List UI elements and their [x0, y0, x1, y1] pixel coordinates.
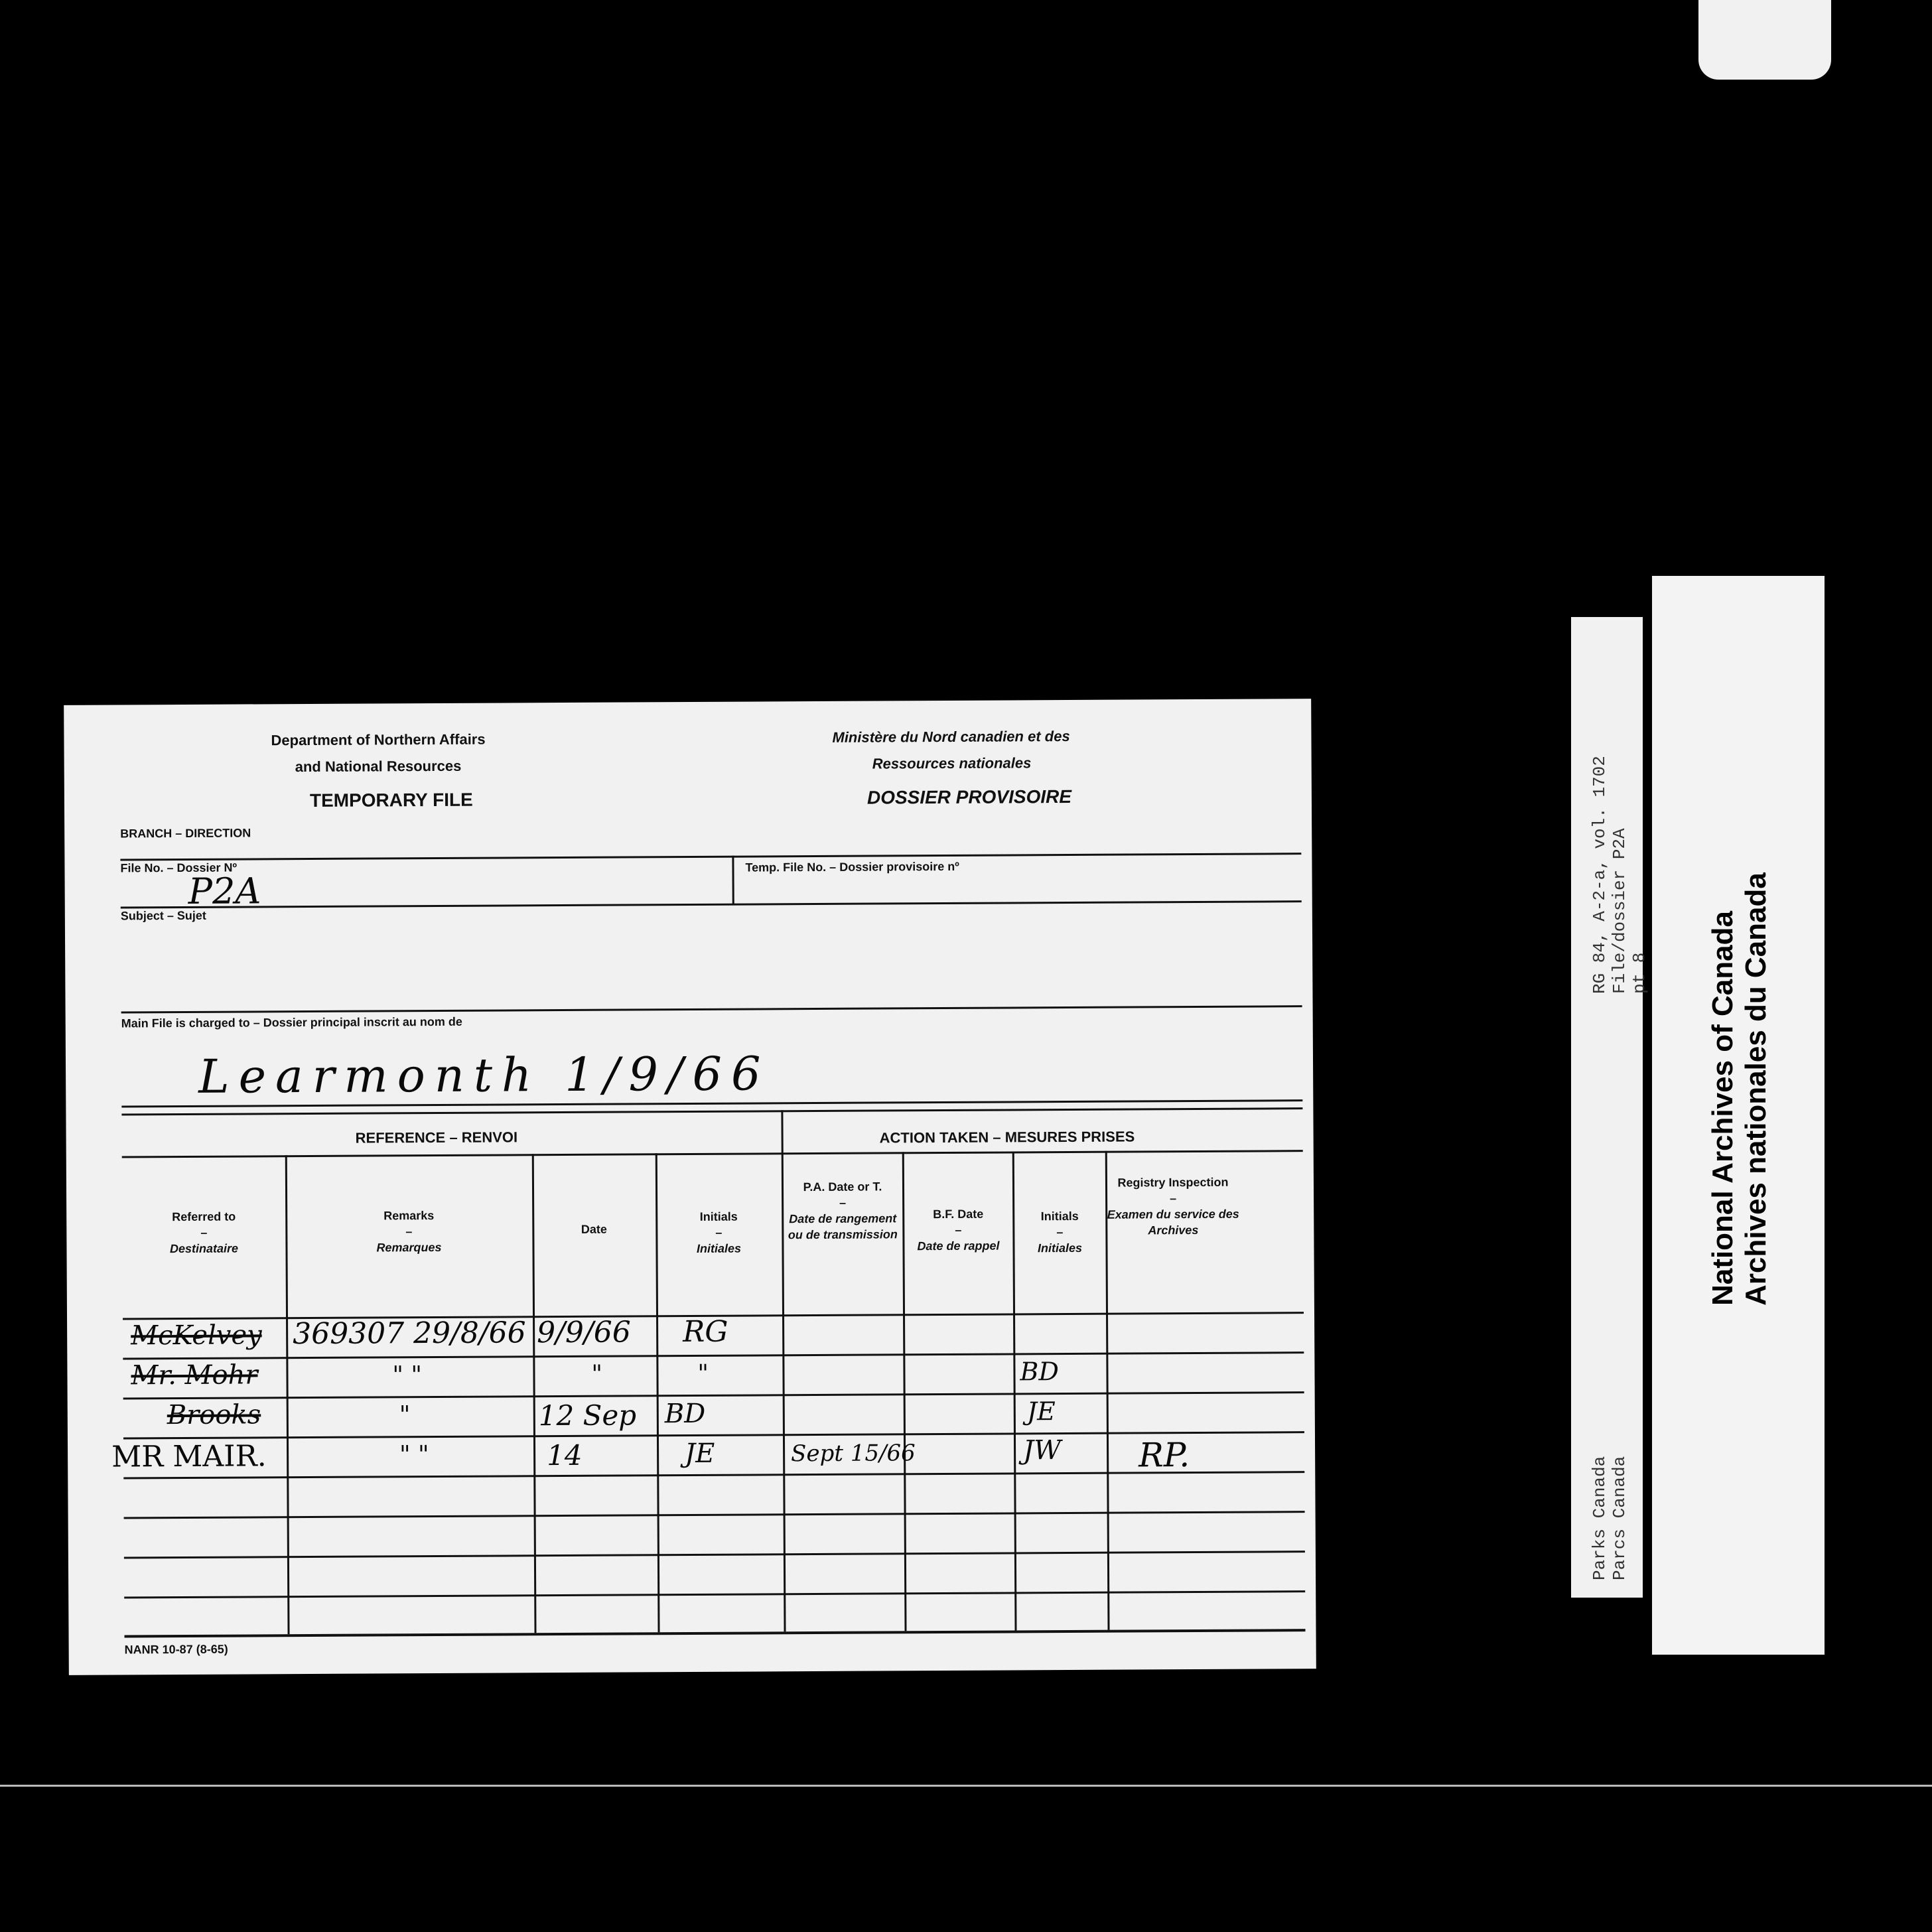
row-1-initials: RG [683, 1314, 728, 1349]
row-1-referred: McKelvey [131, 1320, 262, 1351]
subject-label: Subject – Sujet [120, 908, 206, 923]
row-3-remarks: " [399, 1401, 411, 1429]
col-bf-fr: Date de rappel [917, 1239, 1000, 1253]
label2-block [1706, 872, 1773, 1306]
film-edge-line [0, 1785, 1932, 1787]
file-no-label: File No. – Dossier Nº [120, 861, 238, 875]
row-3-initials: BD [664, 1398, 706, 1430]
col-referred-fr: Destinataire [169, 1241, 239, 1256]
col-pa-en: P.A. Date or T. [803, 1180, 882, 1194]
row-2-date: " [591, 1360, 603, 1388]
rule-file-divider [732, 856, 734, 905]
rule-subject [121, 1005, 1302, 1013]
row-3-referred: Brooks [167, 1399, 261, 1431]
row-line-4 [123, 1471, 1304, 1479]
header-en-line1: Department of Northern Affairs [271, 730, 486, 749]
form-code: NANR 10-87 (8-65) [124, 1642, 228, 1657]
col-header-initials: Initials – Initiales [696, 1209, 742, 1255]
header-en-line2: and National Resources [295, 757, 462, 776]
label1-line3: pt 8 [1629, 952, 1649, 994]
row-line-2 [123, 1391, 1304, 1399]
branch-label: BRANCH – DIRECTION [120, 826, 251, 841]
row-line-7 [124, 1590, 1305, 1598]
rule-main-file-2 [121, 1107, 1302, 1115]
row-4-initials2: JW [1022, 1435, 1062, 1466]
col-header-registry: Registry Inspection – Examen du service des Archives [1107, 1175, 1239, 1237]
row-line-5 [124, 1511, 1305, 1519]
col-header-bf-date: B.F. Date – Date de rappel [917, 1207, 1000, 1253]
main-file-value: Learmonth 1/9/66 [198, 1046, 770, 1104]
header-fr-line1: Ministère du Nord canadien et des [832, 727, 1070, 746]
col-pa-fr: Date de rangement ou de transmission [788, 1211, 898, 1242]
col-header-initials-2: Initials – Initiales [1037, 1209, 1083, 1255]
row-4-pa-date: Sept 15/66 [791, 1440, 916, 1468]
label1-line5: Parcs Canada [1610, 1456, 1629, 1580]
col-registry-en: Registry Inspection [1117, 1175, 1229, 1190]
label2-line1: National Archives of Canada [1706, 911, 1739, 1306]
col-header-date [532, 1221, 656, 1237]
row-line-1 [123, 1351, 1304, 1359]
title-en: TEMPORARY FILE [309, 789, 473, 811]
row-4-initials: JE [684, 1438, 715, 1470]
row-line-8 [125, 1629, 1306, 1637]
header-fr-line2: Ressources nationales [872, 754, 1032, 772]
label1-line2: File/dossier P2A [1610, 828, 1629, 994]
row-4-date: 14 [546, 1438, 583, 1472]
action-header: ACTION TAKEN – MESURES PRISES [879, 1128, 1135, 1146]
label1-block-bottom [1590, 1456, 1629, 1580]
col-header-referred: Referred to – Destinataire [169, 1209, 239, 1256]
col-header-remarks: Remarks – Remarques [376, 1209, 442, 1255]
main-file-label: Main File is charged to – Dossier principal inscrit au nom de [121, 1014, 462, 1030]
col-bf-en: B.F. Date [933, 1207, 984, 1221]
rule-file [121, 900, 1302, 908]
reference-header: REFERENCE – RENVOI [355, 1129, 518, 1146]
row-4-referred: MR MAIR. [111, 1439, 267, 1474]
temporary-file-form [64, 699, 1316, 1675]
col-initials-fr: Initiales [696, 1241, 742, 1255]
rule-section [122, 1150, 1303, 1158]
col-remarks-en: Remarks [383, 1209, 435, 1223]
row-3-date: 12 Sep [538, 1399, 637, 1432]
col-remarks-fr: Remarques [376, 1240, 442, 1255]
row-4-registry: RP. [1138, 1436, 1190, 1475]
row-1-remarks: 369307 29/8/66 [293, 1316, 526, 1351]
col-header-pa-date: P.A. Date or T. – Date de rangement ou de transmission [788, 1180, 898, 1242]
label1-block-top [1590, 756, 1649, 994]
row-2-remarks: " " [392, 1361, 423, 1389]
rule-branch [120, 853, 1301, 861]
col-date-en: Date [581, 1222, 607, 1236]
row-2-referred: Mr. Mohr [131, 1359, 258, 1391]
row-3-initials2: JE [1026, 1397, 1056, 1426]
row-2-initials: " [697, 1359, 709, 1387]
col-referred-en: Referred to [172, 1209, 236, 1224]
col-registry-fr: Examen du service des Archives [1107, 1207, 1239, 1237]
col-initials-en: Initials [699, 1209, 738, 1223]
archive-reference-label [1571, 617, 1649, 1598]
row-2-initials2: BD [1020, 1357, 1059, 1387]
label1-line4: Parks Canada [1590, 1456, 1610, 1580]
title-fr: DOSSIER PROVISOIRE [866, 786, 1072, 808]
row-4-remarks: " " [399, 1441, 429, 1469]
col-initials2-fr: Initiales [1037, 1241, 1083, 1255]
file-no-value: P2A [188, 870, 261, 912]
film-corner-mark [1698, 0, 1831, 80]
row-1-date: 9/9/66 [537, 1315, 631, 1350]
temp-file-label: Temp. File No. – Dossier provisoire nº [745, 859, 959, 874]
col-initials2-en: Initials [1040, 1209, 1079, 1223]
label2-line2: Archives nationales du Canada [1740, 872, 1772, 1306]
label1-line1: RG 84, A-2-a, vol. 1702 [1590, 756, 1610, 994]
row-line-6 [124, 1551, 1305, 1558]
national-archives-label [1652, 576, 1825, 1655]
